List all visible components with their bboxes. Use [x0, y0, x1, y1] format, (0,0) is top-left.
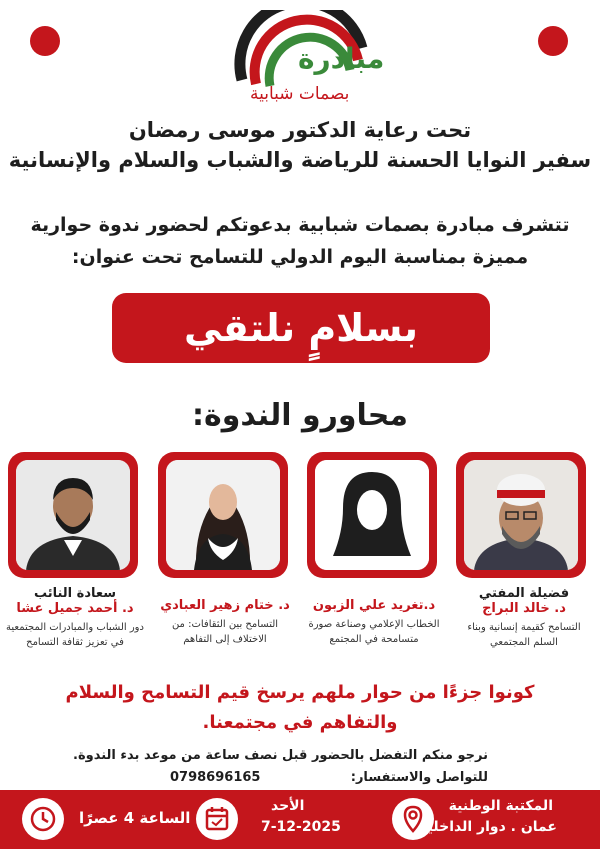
- quote-line-1: كونوا جزءًا من حوار ملهم يرسخ قيم التسامح والسلام: [65, 682, 535, 703]
- speaker-topic-line-2: متسامحة في المجتمع: [329, 634, 419, 645]
- decorative-dot-right: [538, 26, 568, 56]
- logo-subtitle: بصمات شبابية: [250, 84, 350, 104]
- speaker-topic-line-2: في تعزيز ثقافة التسامح: [26, 637, 124, 648]
- event-day: الأحد: [271, 798, 305, 814]
- seminar-title-banner: [112, 293, 490, 363]
- event-time: الساعة 4 عصرًا: [79, 809, 191, 827]
- speaker-topic: [0, 620, 150, 650]
- speaker-mufti-photo: [464, 460, 578, 570]
- patronage-line-2: سفير النوايا الحسنة للرياضة والشباب والسلام والإنسانية: [8, 148, 592, 172]
- speaker-name: د. ختام زهير العبادي: [160, 598, 290, 613]
- speaker-topic: [299, 617, 449, 647]
- speaker-name: د. خالد البراج: [482, 601, 566, 616]
- speaker-name: د. أحمد جميل عشا: [16, 601, 134, 616]
- quote-line-2: والتفاهم في مجتمعنا.: [202, 712, 398, 733]
- location-area: عمان . دوار الداخلية: [419, 819, 557, 835]
- speaker-card-3: [158, 452, 288, 578]
- hijab-silhouette-icon: [315, 460, 429, 570]
- speakers-heading: محاورو الندوة:: [192, 398, 408, 433]
- contact-phone[interactable]: 0798696165: [170, 770, 261, 785]
- speaker-topic: [449, 620, 599, 650]
- speaker-info-3: [150, 598, 300, 647]
- speaker-topic-line-2: السلم المجتمعي: [490, 637, 558, 648]
- arrival-note: نرجو منكم التفضل بالحضور قبل نصف ساعة من موعد بدء الندوة.: [73, 748, 488, 763]
- patronage-line-1: تحت رعاية الدكتور موسى رمضان: [128, 118, 472, 142]
- contact-label: للتواصل والاستفسار:: [350, 770, 488, 785]
- location-venue: المكتبة الوطنية: [448, 798, 553, 814]
- clock-icon: [22, 798, 64, 840]
- speaker-woman-photo: [166, 460, 280, 570]
- invitation-line-2: مميزة بمناسبة اليوم الدولي للتسامح تحت عنوان:: [71, 246, 529, 268]
- speaker-card-2: [307, 452, 437, 578]
- event-date: 7-12-2025: [261, 819, 341, 835]
- speaker-topic-line-1: الخطاب الإعلامي وصناعة صورة: [308, 619, 440, 630]
- speaker-card-1: [456, 452, 586, 578]
- speaker-title: سعادة النائب: [33, 586, 117, 601]
- calendar-icon: [196, 798, 238, 840]
- logo-title: مبادرة: [298, 42, 385, 75]
- speaker-info-2: [299, 598, 449, 647]
- speaker-title: فضيلة المفتي: [478, 586, 570, 601]
- speaker-topic-line-2: الاختلاف إلى التفاهم: [183, 634, 267, 645]
- speaker-topic-line-1: دور الشباب والمبادرات المجتمعية: [6, 622, 144, 633]
- speaker-man-photo: [16, 460, 130, 570]
- speaker-topic-line-1: التسامح بين الثقافات: من: [171, 619, 279, 630]
- seminar-title: بسلامٍ نلتقي: [184, 306, 418, 350]
- speaker-topic: [150, 617, 300, 647]
- decorative-dot-left: [30, 26, 60, 56]
- speaker-info-4: [0, 586, 150, 650]
- speaker-card-4: [8, 452, 138, 578]
- speaker-topic-line-1: التسامح كقيمة إنسانية وبناء: [467, 622, 581, 633]
- event-details-footer: [0, 790, 600, 849]
- speaker-info-1: [449, 586, 599, 650]
- invitation-line-1: تتشرف مبادرة بصمات شبابية بدعوتكم لحضور ندوة حوارية: [30, 214, 570, 236]
- speaker-name: د.تغريد علي الزبون: [312, 598, 436, 613]
